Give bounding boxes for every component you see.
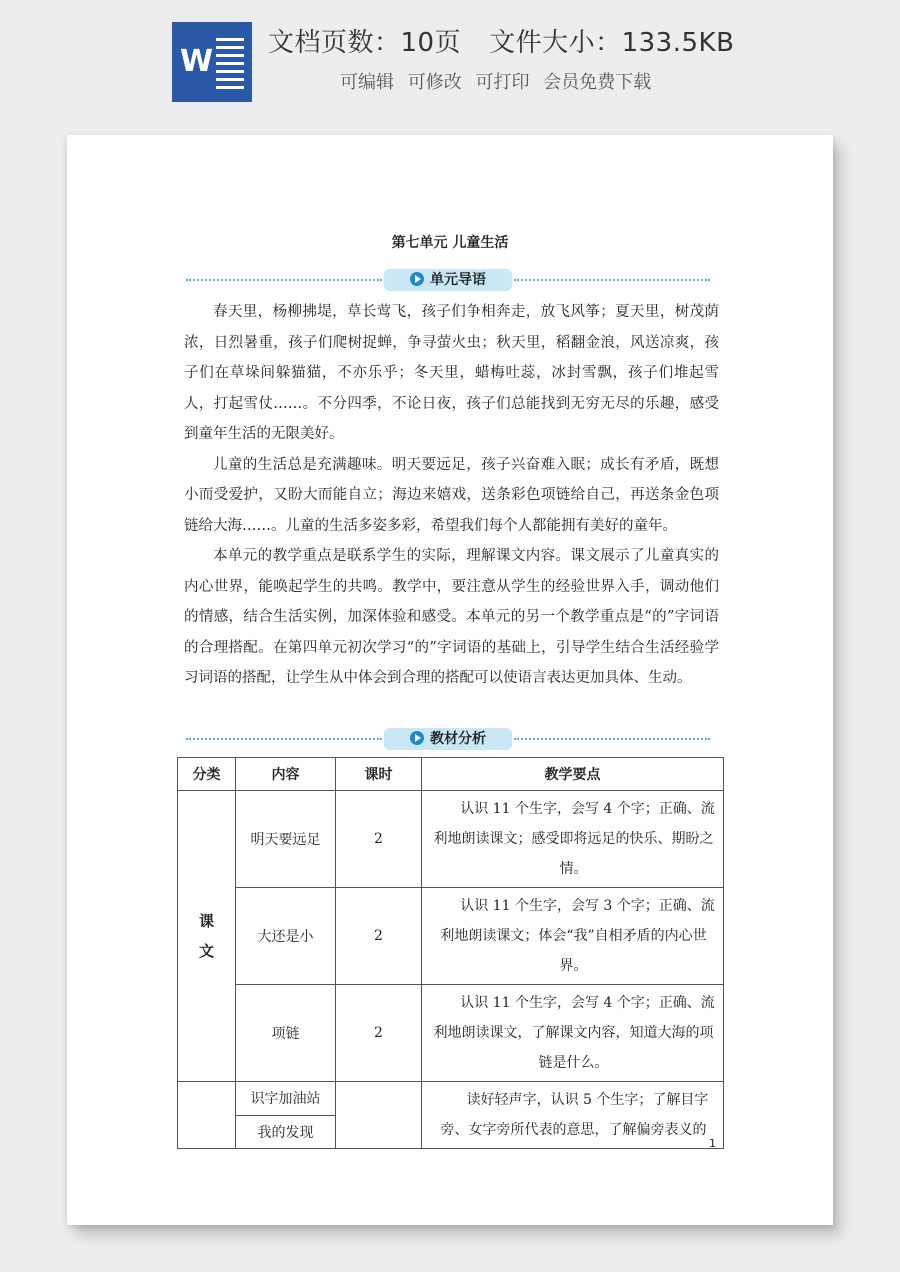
content-cell: 我的发现 [236, 1115, 336, 1149]
section-header-analysis: 教材分析 [186, 728, 710, 750]
hours-cell: 2 [336, 985, 422, 1082]
page-count: 文档页数：10页 [268, 28, 462, 58]
column-header-hours: 课时 [336, 758, 422, 791]
hours-cell [336, 1082, 422, 1149]
feature-editable: 可编辑 [340, 72, 394, 93]
word-document-icon: W [172, 22, 252, 102]
column-header-key-points: 教学要点 [422, 758, 724, 791]
feature-printable: 可打印 [475, 72, 530, 93]
category-cell: 课文 [178, 791, 236, 1082]
key-points-cell: 认识 11 个生字，会写 4 个字；正确、流利地朗读课文；感受即将远足的快乐、期盼之情。 [422, 791, 724, 888]
key-points-cell: 认识 11 个生字，会写 3 个字；正确、流利地朗读课文；体会“我”自相矛盾的内心世界。 [422, 888, 724, 985]
document-info-banner [0, 0, 900, 118]
column-header-content: 内容 [236, 758, 336, 791]
content-cell: 项链 [236, 985, 336, 1082]
content-cell: 识字加油站 [236, 1082, 336, 1116]
feature-list [340, 68, 659, 94]
document-stats [268, 22, 734, 59]
table-row [178, 888, 724, 985]
feature-member-download: 会员免费下载 [543, 72, 652, 93]
page-number: 1 [709, 1137, 716, 1150]
category-cell [178, 1082, 236, 1149]
file-size: 文件大小：133.5KB [489, 28, 735, 58]
arrow-right-icon [410, 731, 424, 745]
feature-modifiable: 可修改 [407, 72, 462, 93]
content-cell: 大还是小 [236, 888, 336, 985]
table-header-row [178, 758, 724, 791]
unit-intro-text [184, 297, 719, 694]
table-row [178, 1082, 724, 1116]
page-title: 第七单元 儿童生活 [391, 235, 509, 251]
hours-cell: 2 [336, 791, 422, 888]
document-page [67, 135, 833, 1225]
table-row [178, 791, 724, 888]
paragraph: 春天里，杨柳拂堤，草长莺飞，孩子们争相奔走，放飞风筝；夏天里，树茂荫浓，日烈暑重，孩子们爬树捉蝉，争寻萤火虫；秋天里，稻翻金浪，风送凉爽，孩子们在草垛间躲猫猫，不亦乐乎；冬天里，蜡梅吐蕊，冰封雪飘，孩子们堆起雪人，打起雪仗……。不分四季，不论日夜，孩子们总能找到无穷无尽的乐趣，感受到童年生活的无限美好。 [184, 304, 719, 442]
paragraph: 本单元的教学重点是联系学生的实际，理解课文内容。课文展示了儿童真实的内心世界，能唤起学生的共鸣。教学中，要注意从学生的经验世界入手，调动他们的情感，结合生活实例，加深体验和感受。本单元的另一个教学重点是“的”字词语的合理搭配。在第四单元初次学习“的”字词语的基础上，引导学生结合生活经验学习词语的搭配，让学生从中体会到合理的搭配可以使语言表达更加具体、生动。 [184, 548, 719, 686]
arrow-right-icon [410, 272, 424, 286]
section-header-intro: 单元导语 [186, 269, 710, 291]
material-analysis-table [177, 757, 724, 1149]
key-points-cell: 读好轻声字，认识 5 个生字；了解目字旁、女字旁所代表的意思，了解偏旁表义的 [422, 1082, 724, 1149]
hours-cell: 2 [336, 888, 422, 985]
key-points-cell: 认识 11 个生字，会写 4 个字；正确、流利地朗读课文，了解课文内容，知道大海的项链是什么。 [422, 985, 724, 1082]
content-cell: 明天要远足 [236, 791, 336, 888]
table-row [178, 985, 724, 1082]
column-header-category: 分类 [178, 758, 236, 791]
paragraph: 儿童的生活总是充满趣味。明天要远足，孩子兴奋难入眠；成长有矛盾，既想小而受爱护，又盼大而能自立；海边来嬉戏，送条彩色项链给自己，再送条金色项链给大海……。儿童的生活多姿多彩，希望我们每个人都能拥有美好的童年。 [184, 456, 719, 534]
